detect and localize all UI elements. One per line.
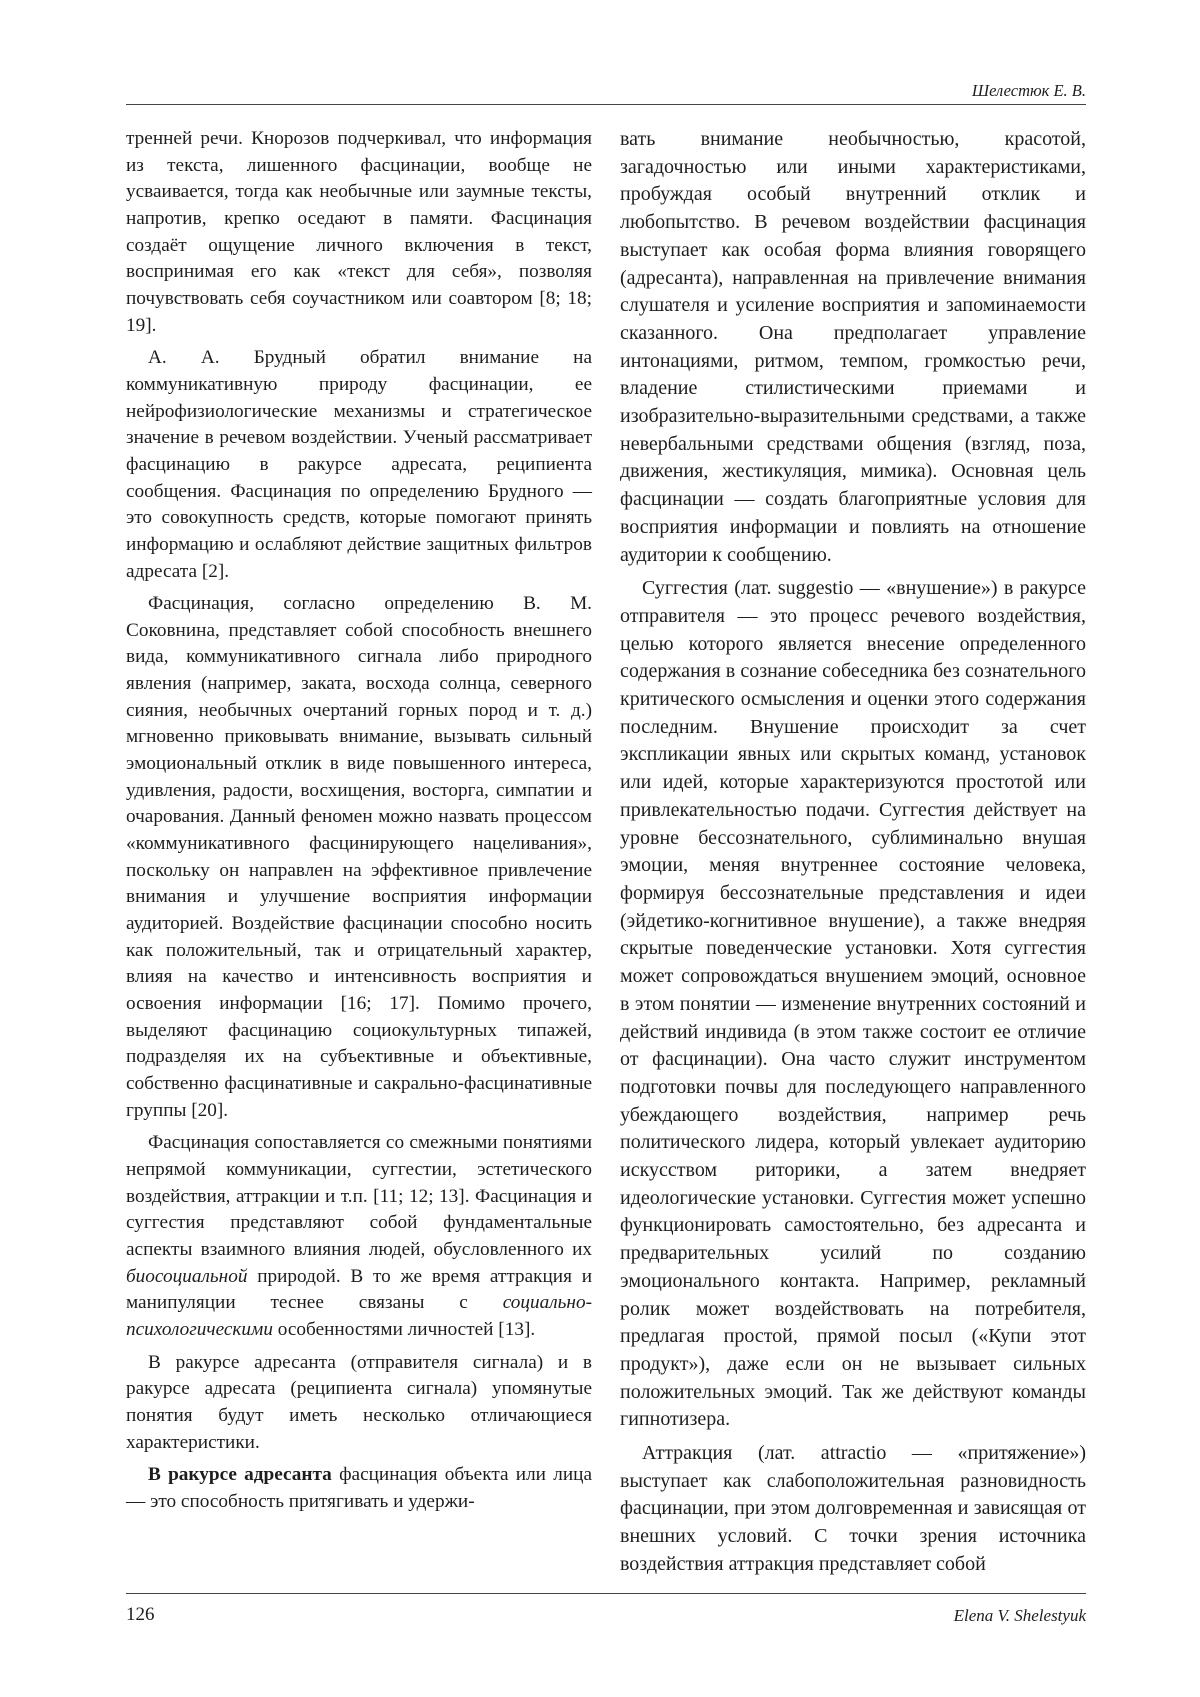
page-number: 126: [126, 1604, 155, 1625]
footer-author: Elena V. Shelestyuk: [953, 1606, 1086, 1625]
text-run: Фасцинация сопоставляется со смежными понятиями непрямой коммуникации, суггестии, эстетического воздействия, аттракции и т.п. [11; 12; 13]. Фасцинация и суггестия представляют собой фундаментальные аспекты взаимного влияния людей, обусловленного их: [126, 1132, 592, 1260]
paragraph: Аттракция (лат. attractio — «притяжение») выступает как слабоположительная разновидность фасцинации, при этом долговременная и зависящая от внешних условий. С точки зрения источника воздействия аттракция представляет собой: [620, 1442, 1086, 1575]
left-column: [126, 126, 592, 1515]
bold-lead-in: В ракурсе адресанта: [148, 1464, 332, 1486]
running-header-author: Шелестюк Е. В.: [971, 81, 1086, 100]
header-rule: [126, 104, 1086, 105]
right-column: [620, 126, 1086, 1579]
paragraph: [126, 1130, 592, 1343]
italic-term: биосоциальной: [126, 1265, 248, 1287]
paragraph: А. А. Брудный обратил внимание на коммуникативную природу фасцинации, ее нейрофизиологические механизмы и стратегическое значение в речевом воздействии. Ученый рассматривает фасцинацию в ракурсе адресата, реципиента сообщения. Фасцинация по определению Брудного — это совокупность средств, которые помогают принять информацию и ослабляют действие защитных фильтров адресата [2].: [126, 347, 592, 582]
text-run: фасцинация объекта или лица — это способность притягивать и удержи-: [126, 1464, 592, 1512]
paragraph: [126, 1462, 592, 1515]
paragraph: Фасцинация, согласно определению В. М. Соковнина, представляет собой способность внешнего вида, коммуникативного сигнала либо природного явления (например, заката, восхода солнца, северного сияния, необычных очертаний горных пород и т. д.) мгновенно приковывать внимание, вызывать сильный эмоциональный отклик в виде повышенного интереса, удивления, радости, восхищения, восторга, симпатии и очарования. Данный феномен можно назвать процессом «коммуникативного фасцинирующего нацеливания», поскольку он направлен на эффективное привлечение внимания и улучшение восприятия информации аудиторией. Воздействие фасцинации способно носить как положительный, так и отрицательный характер, влияя на качество и интенсивность восприятия и освоения информации [16; 17]. Помимо прочего, выделяют фасцинацию социокультурных типажей, подразделяя их на субъективные и объективные, собственно фасцинативные и сакрально-фасцинативные группы [20].: [126, 593, 592, 1121]
paragraph: Суггестия (лат. suggestio — «внушение») в ракурсе отправителя — это процесс речевого воздействия, целью которого является внесение определенного содержания в сознание собеседника без сознательного критического осмысления и оценки этого содержания последним. Внушение происходит за счет экспликации явных или скрытых команд, установок или идей, которые характеризуются простотой или привлекательностью подачи. Суггестия действует на уровне бессознательного, сублиминально внушая эмоции, меняя внутреннее состояние человека, формируя бессознательные представления и идеи (эйдетико-когнитивное внушение), а также внедряя скрытые поведенческие установки. Хотя суггестия может сопровождаться внушением эмоций, основное в этом понятии — изменение внутренних состояний и действий индивида (в этом также состоит ее отличие от фасцинации). Она часто служит инструментом подготовки почвы для последующего направленного убеждающего воздействия, например речь политического лидера, который увлекает аудиторию искусством риторики, а затем внедряет идеологические установки. Суггестия может успешно функционировать самостоятельно, без адресанта и предварительных усилий по созданию эмоционального контакта. Например, рекламный ролик может воздействовать на потребителя, предлагая простой, прямой посыл («Купи этот продукт»), даже если он не вызывает сильных положительных эмоций. Так же действуют команды гипнотизера.: [620, 577, 1086, 1431]
text-run: природой. В то же время аттракция и манипуляции теснее связаны с: [126, 1265, 592, 1314]
paragraph: тренней речи. Кнорозов подчеркивал, что информация из текста, лишенного фасцинации, вообще не усваивается, тогда как необычные или заумные тексты, напротив, крепко оседают в памяти. Фасцинация создаёт ощущение личного включения в текст, воспринимая его как «текст для себя», позволяя почувствовать себя соучастником или соавтором [8; 18; 19].: [126, 128, 592, 336]
italic-term: социально-психологическими: [126, 1292, 592, 1340]
article-body: [126, 126, 1086, 1586]
footer-rule: [126, 1593, 1086, 1594]
paragraph: вать внимание необычностью, красотой, загадочностью или иными характеристиками, пробуждая особый внутренний отклик и любопытство. В речевом воздействии фасцинация выступает как особая форма влияния говорящего (адресанта), направленная на привлечение внимания слушателя и усиление восприятия и запоминаемости сказанного. Она предполагает управление интонациями, ритмом, темпом, громкостью речи, владение стилистическими приемами и изобразительно-выразительными средствами, а также невербальными средствами общения (взгляд, поза, движения, жестикуляция, мимика). Основная цель фасцинации — создать благоприятные условия для восприятия информации и повлиять на отношение аудитории к сообщению.: [620, 128, 1086, 566]
paragraph: В ракурсе адресанта (отправителя сигнала) и в ракурсе адресата (реципиента сигнала) упомянутые понятия будут иметь несколько отличающиеся характеристики.: [126, 1351, 592, 1453]
text-run: особенностями личностей [13].: [272, 1318, 536, 1340]
